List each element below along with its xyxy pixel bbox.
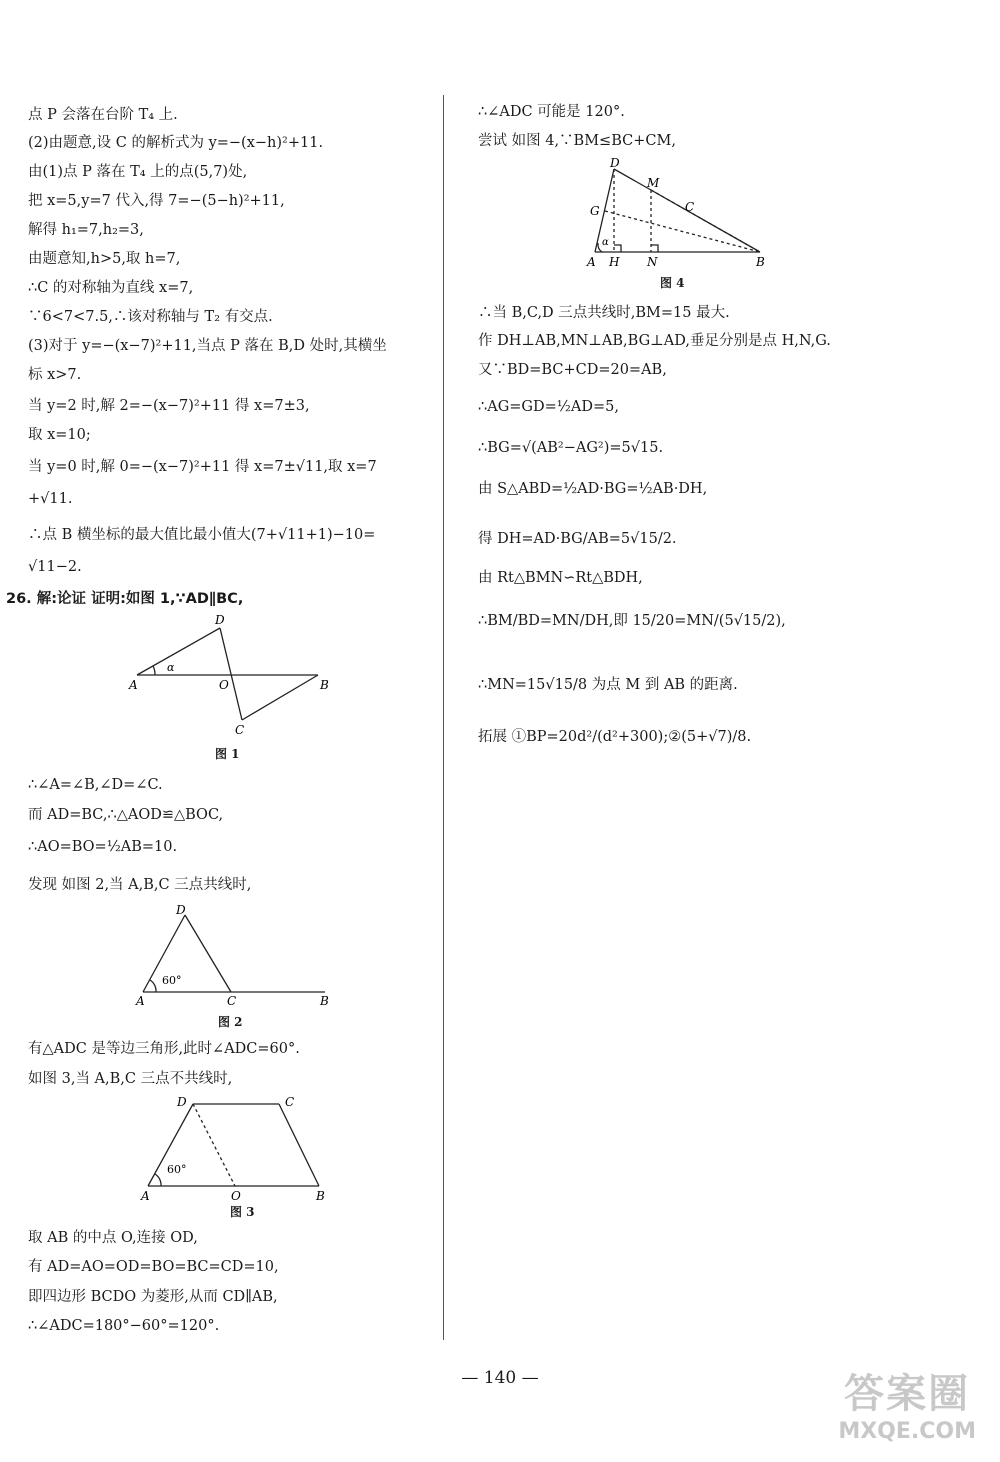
figure-3-caption: 图 3 [230, 1205, 255, 1219]
figure-2-caption: 图 2 [218, 1015, 243, 1029]
text-line: 当 y=2 时,解 2=−(x−7)²+11 得 x=7±3, [28, 398, 310, 414]
text-line: 取 AB 的中点 O,连接 OD, [28, 1230, 198, 1246]
text-line: +√11. [28, 491, 73, 507]
text-line: ∴AO=BO=½AB=10. [28, 839, 178, 855]
problem-26-heading: 26. 解:论证 证明:如图 1,∵AD∥BC, [6, 591, 244, 607]
text-line: ∴C 的对称轴为直线 x=7, [28, 280, 194, 296]
fig4-label-b: B [756, 255, 765, 269]
fig2-label-angle: 60° [162, 974, 182, 987]
figure-4 [585, 155, 775, 273]
text-line: 又∵BD=BC+CD=20=AB, [478, 362, 667, 378]
text-line: ∴当 B,C,D 三点共线时,BM=15 最大. [478, 305, 730, 321]
fig4-label-c: C [685, 200, 695, 214]
text-line: ∴∠ADC 可能是 120°. [478, 104, 625, 120]
text-line: 把 x=5,y=7 代入,得 7=−(5−h)²+11, [28, 193, 285, 209]
watermark-url: MXQE.COM [838, 1419, 976, 1444]
text-line: ∴BM/BD=MN/DH,即 15/20=MN/(5√15/2), [478, 613, 786, 629]
figure-1-caption: 图 1 [215, 747, 240, 761]
column-divider [443, 95, 444, 1340]
fig2-label-c: C [227, 994, 237, 1008]
text-line: ∴MN=15√15/8 为点 M 到 AB 的距离. [478, 677, 738, 693]
text-line: 当 y=0 时,解 0=−(x−7)²+11 得 x=7±√11,取 x=7 [28, 459, 377, 475]
text-line: ∴BG=√(AB²−AG²)=5√15. [478, 440, 664, 456]
text-line: 由(1)点 P 落在 T₄ 上的点(5,7)处, [28, 164, 248, 180]
text-line: (3)对于 y=−(x−7)²+11,当点 P 落在 B,D 处时,其横坐 [28, 338, 387, 354]
fig1-label-o: O [219, 678, 229, 692]
fig1-label-b: B [320, 678, 329, 692]
fig3-label-b: B [316, 1189, 325, 1203]
text-line: 即四边形 BCDO 为菱形,从而 CD∥AB, [28, 1289, 278, 1305]
text-line: ∴点 B 横坐标的最大值比最小值大(7+√11+1)−10= [28, 527, 376, 543]
text-line: 由 S△ABD=½AD·BG=½AB·DH, [478, 481, 708, 497]
text-line: 有 AD=AO=OD=BO=BC=CD=10, [28, 1259, 279, 1275]
text-line: 点 P 会落在台阶 T₄ 上. [28, 107, 178, 123]
figure-4-caption: 图 4 [660, 276, 685, 290]
fig3-label-angle: 60° [167, 1163, 187, 1176]
text-line: √11−2. [28, 559, 82, 575]
text-line: ∴∠A=∠B,∠D=∠C. [28, 777, 163, 793]
fig1-label-d: D [215, 613, 225, 627]
figure-1 [125, 610, 340, 755]
fig1-label-c: C [235, 723, 245, 737]
fig4-label-d: D [610, 156, 620, 170]
extend-heading: 拓展 ①BP=20d²/(d²+300);②(5+√7)/8. [478, 729, 752, 745]
text-line: (2)由题意,设 C 的解析式为 y=−(x−h)²+11. [28, 135, 324, 151]
fig2-label-d: D [176, 903, 186, 917]
fig2-label-a: A [136, 994, 145, 1008]
discover-heading: 发现 如图 2,当 A,B,C 三点共线时, [28, 877, 252, 893]
try-heading: 尝试 如图 4,∵BM≤BC+CM, [478, 133, 676, 149]
text-line: 有△ADC 是等边三角形,此时∠ADC=60°. [28, 1041, 300, 1057]
text-line: ∵6<7<7.5,∴该对称轴与 T₂ 有交点. [28, 309, 273, 325]
text-line: 由题意知,h>5,取 h=7, [28, 251, 181, 267]
fig4-label-h: H [609, 255, 620, 269]
fig4-label-m: M [647, 176, 660, 190]
text-line: 解得 h₁=7,h₂=3, [28, 222, 144, 238]
figure-2 [130, 900, 340, 1010]
text-line: 如图 3,当 A,B,C 三点不共线时, [28, 1071, 233, 1087]
text-line: 作 DH⊥AB,MN⊥AB,BG⊥AD,垂足分别是点 H,N,G. [478, 333, 831, 349]
text-line: 得 DH=AD·BG/AB=5√15/2. [478, 531, 677, 547]
text-line: ∴AG=GD=½AD=5, [478, 399, 619, 415]
page-number: — 140 — [461, 1368, 539, 1388]
watermark-title: 答案圈 [844, 1371, 971, 1417]
fig3-label-a: A [141, 1189, 150, 1203]
fig3-label-o: O [231, 1189, 241, 1203]
fig3-label-c: C [285, 1095, 295, 1109]
fig1-label-a: A [129, 678, 138, 692]
text-line: 而 AD=BC,∴△AOD≌△BOC, [28, 807, 224, 823]
fig4-label-g: G [590, 204, 600, 218]
text-line: 取 x=10; [28, 427, 91, 443]
text-line: 由 Rt△BMN∽Rt△BDH, [478, 570, 643, 586]
text-line: ∴∠ADC=180°−60°=120°. [28, 1318, 220, 1334]
text-line: 标 x>7. [28, 367, 82, 383]
watermark-logo [838, 1362, 976, 1444]
figure-3 [133, 1092, 338, 1207]
fig2-label-b: B [320, 994, 329, 1008]
fig4-label-n: N [647, 255, 658, 269]
fig3-label-d: D [177, 1095, 187, 1109]
fig4-label-alpha: α [602, 237, 609, 248]
fig1-label-alpha: α [167, 661, 175, 674]
fig4-label-a: A [587, 255, 596, 269]
